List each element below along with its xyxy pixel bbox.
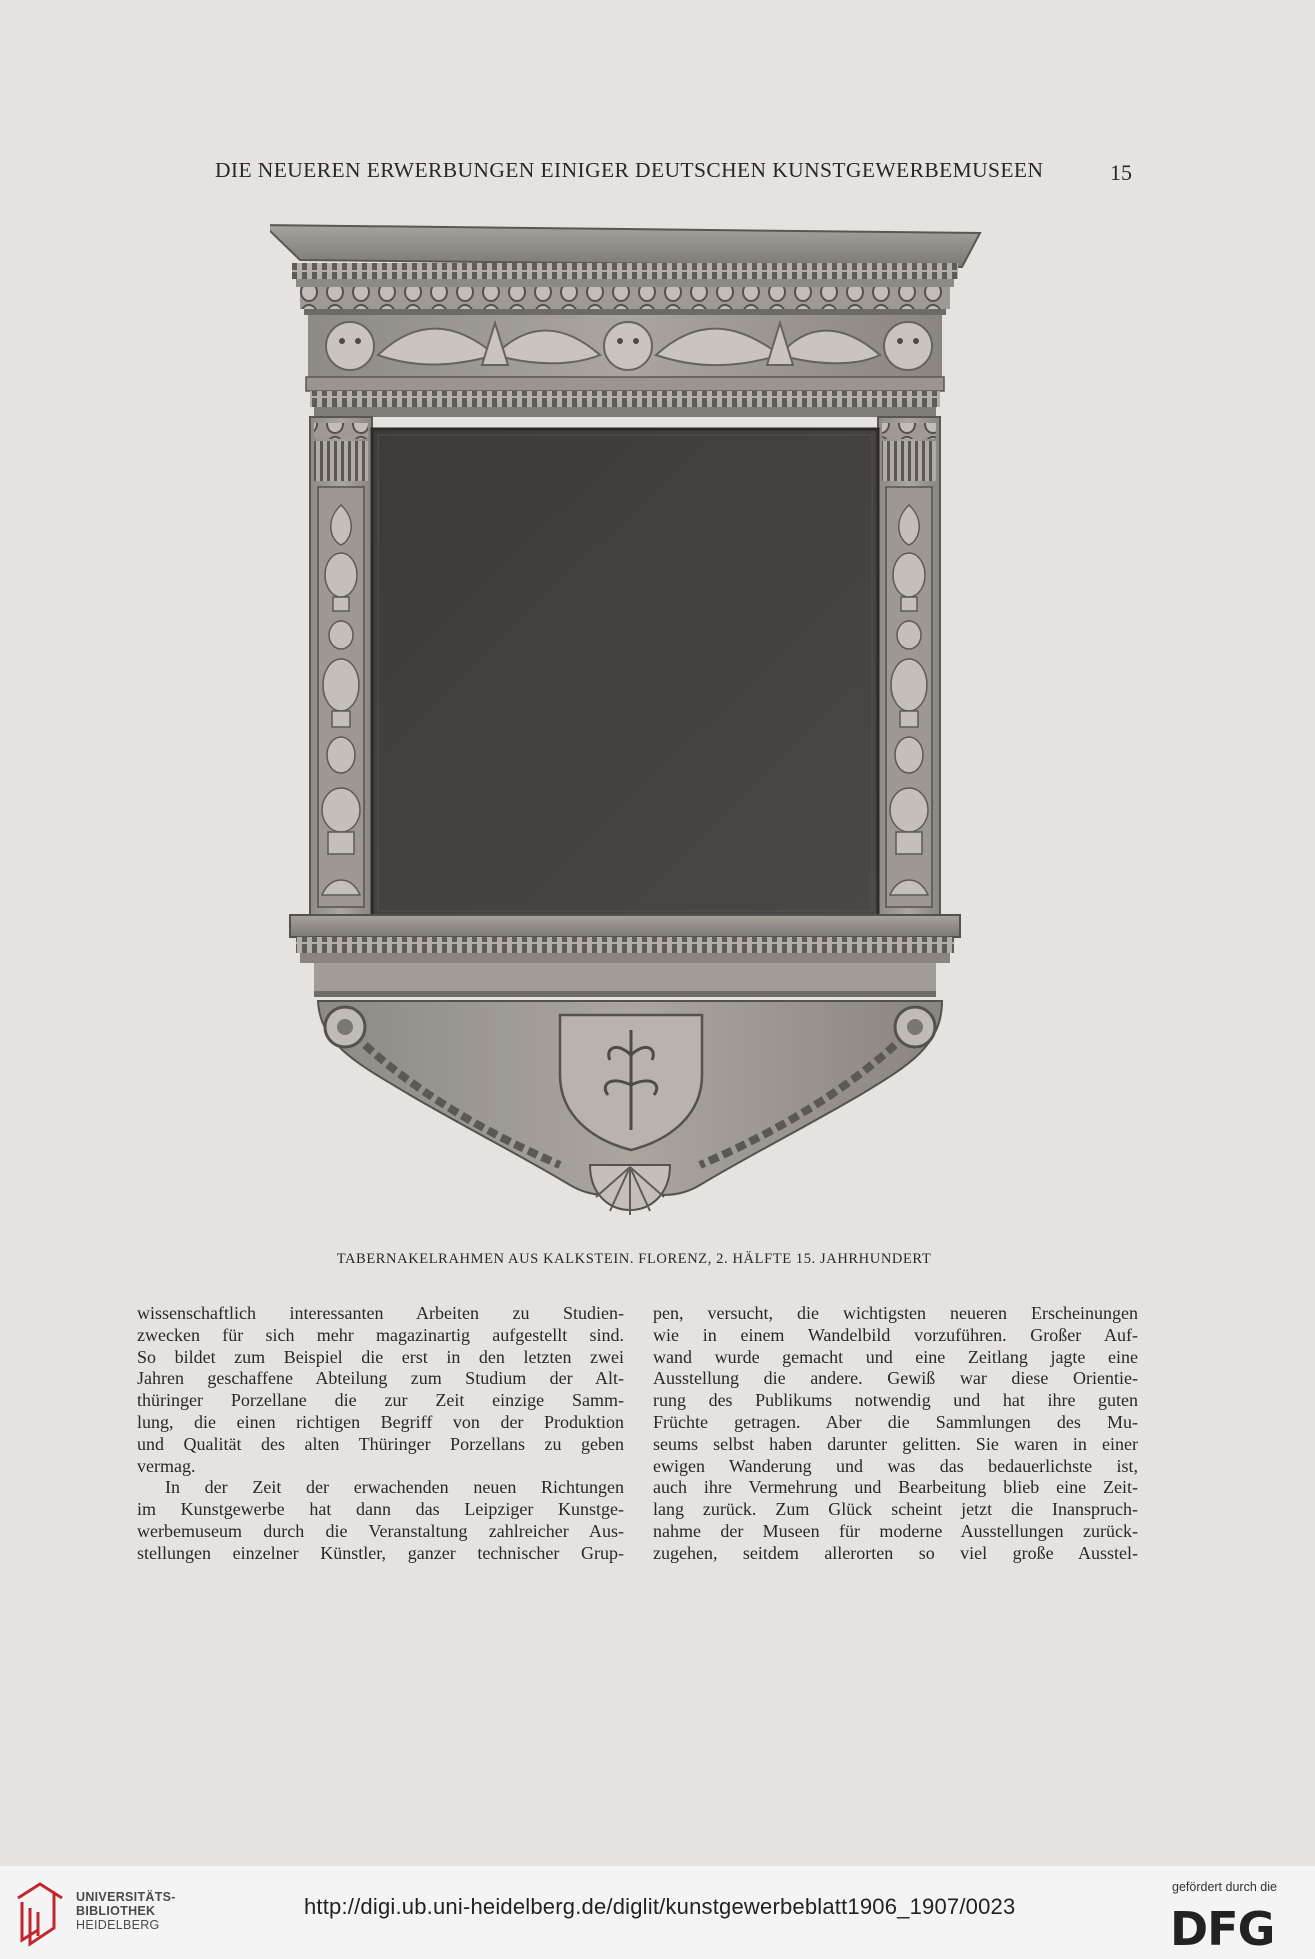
text-line: wie in einem Wandelbild vorzuführen. Großer Auf-	[653, 1324, 1138, 1345]
text-line: und Qualität des alten Thüringer Porzellans zu geben	[137, 1433, 624, 1454]
text-line: werbemuseum durch die Veranstaltung zahlreicher Aus-	[137, 1520, 624, 1541]
text-line: rung des Publikums notwendig und hat ihre guten	[653, 1390, 1138, 1411]
text-line: wand wurde gemacht und eine Zeitlang jagte eine	[653, 1346, 1138, 1367]
text-line: ewigen Wanderung und was das bedauerlichste ist,	[653, 1455, 1138, 1476]
text-line: thüringer Porzellane die zur Zeit einzige Samm-	[137, 1390, 624, 1411]
library-line: UNIVERSITÄTS-	[76, 1890, 176, 1904]
text-line: In der Zeit der erwachenden neuen Richtungen	[165, 1477, 624, 1498]
text-line: zugehen, seitdem allerorten so viel große Ausstel-	[653, 1542, 1138, 1563]
text-line: nahme der Museen für moderne Ausstellungen zurück-	[653, 1520, 1138, 1541]
page-number: 15	[1110, 160, 1132, 185]
text-line: stellungen einzelner Künstler, ganzer technischer Grup-	[137, 1542, 624, 1563]
text-line: vermag.	[137, 1455, 196, 1476]
university-library-name	[76, 1890, 176, 1932]
tabernacle-frame-photo	[270, 215, 990, 1235]
library-line: BIBLIOTHEK	[76, 1904, 156, 1918]
figure-caption: TABERNAKELRAHMEN AUS KALKSTEIN. FLORENZ, 2. HÄLFTE 15. JAHRHUNDERT	[336, 1251, 932, 1267]
text-line: im Kunstgewerbe hat dann das Leipziger Kunstge-	[137, 1499, 624, 1520]
text-line: Jahren geschaffene Abteilung zum Studium der Alt-	[137, 1368, 624, 1389]
dfg-logo: DFG	[1170, 1902, 1275, 1956]
text-line: lung, die einen richtigen Begriff von der Produktion	[137, 1411, 624, 1432]
digitization-footer	[0, 1866, 1315, 1959]
text-line: seums selbst haben darunter gelitten. Sie waren in einer	[653, 1433, 1138, 1454]
text-line: Früchte getragen. Aber die Sammlungen des Mu-	[653, 1411, 1138, 1432]
left-text-column	[137, 1303, 624, 1565]
text-line: zwecken für sich mehr magazinartig aufgestellt sind.	[137, 1324, 624, 1345]
text-line: So bildet zum Beispiel die erst in den letzten zwei	[137, 1346, 624, 1367]
permalink-url[interactable]: http://digi.ub.uni-heidelberg.de/diglit/kunstgewerbeblatt1906_1907/0023	[304, 1894, 1016, 1919]
library-line: HEIDELBERG	[76, 1918, 160, 1932]
right-text-column	[653, 1303, 1138, 1565]
text-line: wissenschaftlich interessanten Arbeiten zu Studien-	[137, 1303, 624, 1323]
text-line: lang zurück. Zum Glück scheint jetzt die Inanspruch-	[653, 1499, 1138, 1520]
funding-label: gefördert durch die	[1172, 1880, 1277, 1894]
text-line: Ausstellung die andere. Gewiß war diese Orientie-	[653, 1368, 1138, 1389]
running-head: DIE NEUEREN ERWERBUNGEN EINIGER DEUTSCHEN KUNSTGEWERBEMUSEEN	[215, 158, 1044, 182]
text-line: auch ihre Vermehrung und Bearbeitung blieb eine Zeit-	[653, 1477, 1138, 1498]
university-library-logo-icon	[14, 1878, 66, 1948]
text-line: pen, versucht, die wichtigsten neueren Erscheinungen	[653, 1303, 1138, 1323]
